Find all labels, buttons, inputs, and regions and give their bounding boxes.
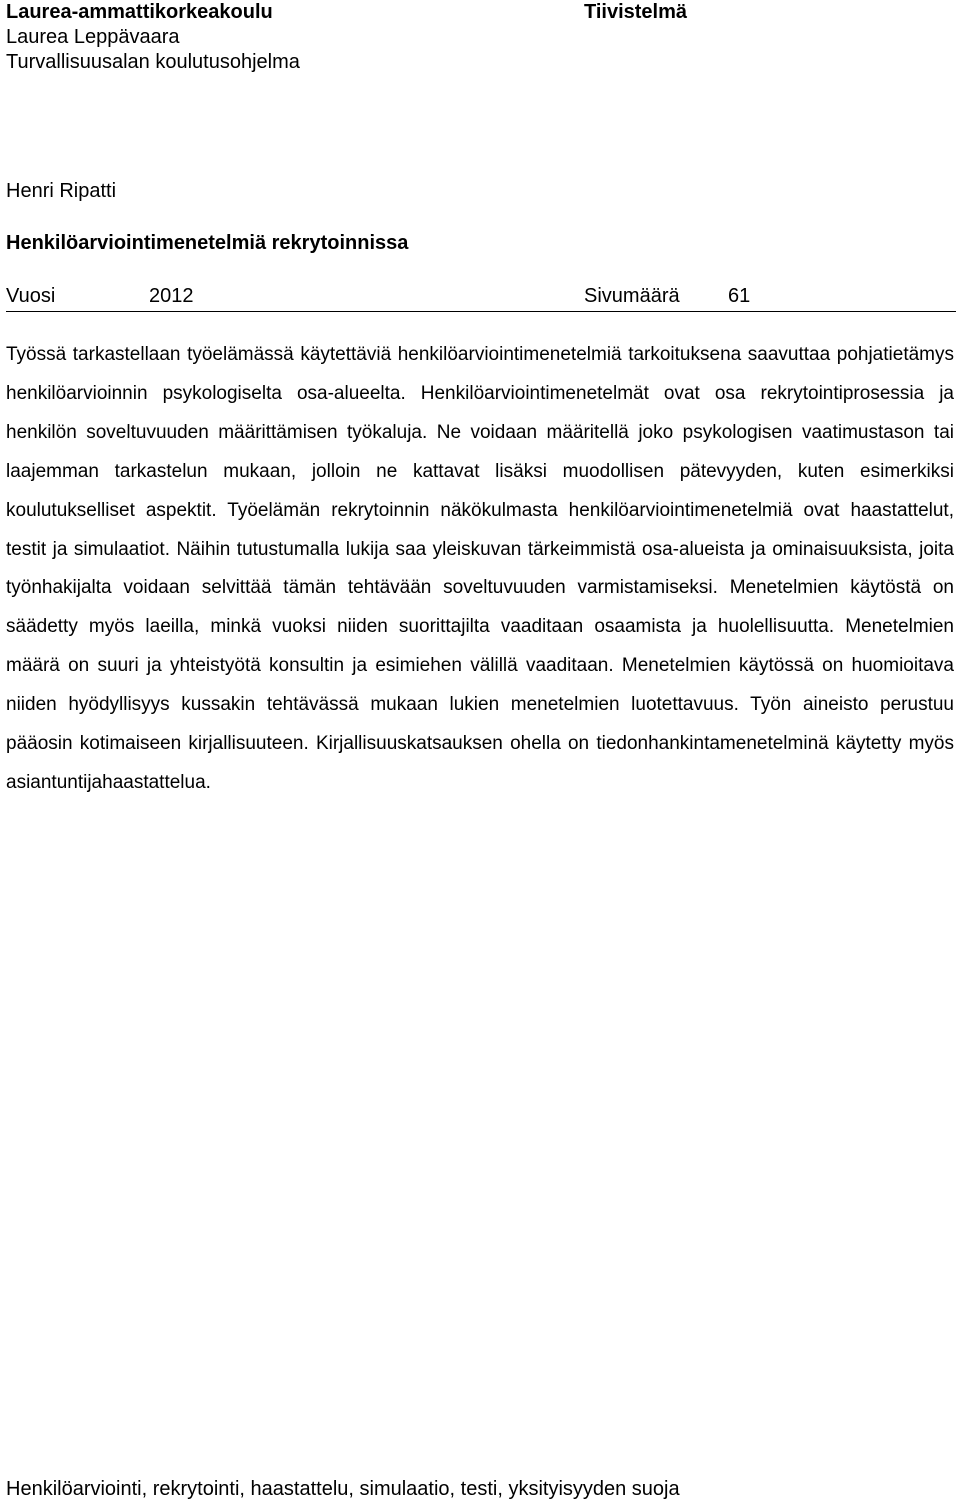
meta-row (6, 283, 956, 311)
institution-name: Laurea-ammattikorkeakoulu (6, 1, 273, 23)
document-type: Tiivistelmä (584, 1, 688, 23)
author-name: Henri Ripatti (6, 180, 117, 202)
page-count-label: Sivumäärä (584, 285, 680, 307)
abstract-text: Työssä tarkastellaan työelämässä käytettäviä henkilöarviointimenetelmiä tarkoituksena saavuttaa pohjatietämys henkilöarvioinnin psykologiselta osa-alueelta. Henkilöarviointimenetelmät ovat osa rekrytointiprosessia ja henkilön soveltuvuuden määrittämisen työkaluja. Ne voidaan määritellä joko psykologisen vaatimustason tai laajemman tarkastelun mukaan, jolloin ne kattavat lisäksi muodollisen pätevyyden, kuten esimerkiksi koulutukselliset aspektit. Työelämän rekrytoinnin näkökulmasta henkilöarviointimenetelmiä ovat haastattelut, testit ja simulaatiot. Näihin tutustumalla lukija saa yleiskuvan tärkeimmistä osa-alueista ja ominaisuuksista, joita työnhakijalta voidaan selvittää tämän tehtävään soveltuvuuden varmistamiseksi. Menetelmien käytöstä on säädetty myös laeilla, minkä vuoksi niiden suorittajilta vaaditaan osaamista ja huolellisuutta. Menetelmien määrä on suuri ja yhteistyötä konsultin ja esimiehen välillä vaaditaan. Menetelmien käytössä on huomioitava niiden hyödyllisyys kussakin tehtävässä mukaan lukien menetelmien luotettavuus. Työn aineisto perustuu pääosin kotimaiseen kirjallisuuteen. Kirjallisuuskatsauksen ohella on tiedonhankintamenetelminä käytetty myös asiantuntijahaastattelua. (6, 344, 954, 793)
campus-name: Laurea Leppävaara (6, 26, 180, 48)
year-label: Vuosi (6, 285, 56, 307)
header-institution-block (6, 0, 566, 75)
page-count-value: 61 (728, 285, 751, 307)
programme-name: Turvallisuusalan koulutusohjelma (6, 51, 300, 73)
keywords: Henkilöarviointi, rekrytointi, haastattelu, simulaatio, testi, yksityisyyden suoja (6, 1478, 680, 1500)
year-value: 2012 (149, 285, 194, 307)
separator-rule (6, 311, 956, 312)
thesis-title: Henkilöarviointimenetelmiä rekrytoinnissa (6, 232, 409, 254)
